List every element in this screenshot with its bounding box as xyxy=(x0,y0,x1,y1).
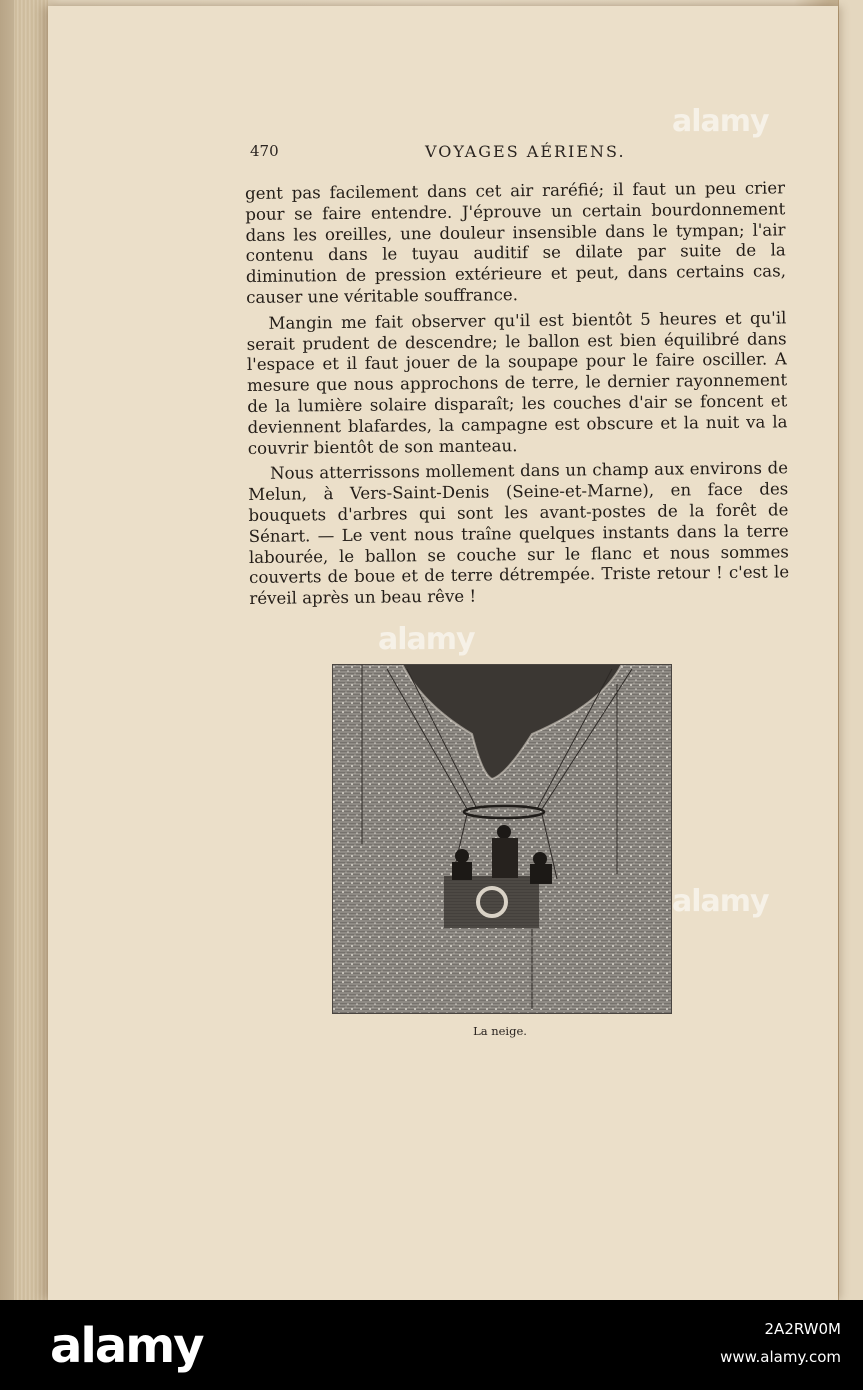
alamy-logo: alamy xyxy=(50,1318,203,1374)
paragraph-3: Nous atterrissons mollement dans un champ aux environs de Melun, à Vers-Saint-Denis (Seine-et-Marne), en face des bouquets d'arbres qui sont les avant-postes de la forêt de Sénart. — Le vent nous traîne quelques instants dans la terre labourée, le ballon se couche sur le flanc et nous sommes couverts de boue et de terre détrempée. Triste retour ! c'est le réveil après un beau rêve ! xyxy=(248,458,790,609)
image-id: 2A2RW0M xyxy=(764,1320,841,1338)
page-stack-edge xyxy=(14,0,48,1300)
watermark-logo: alamy xyxy=(672,104,769,139)
engraving-balloon-in-snow xyxy=(332,664,672,1014)
paragraph-1: gent pas facilement dans cet air raréfié; il faut un peu crier pour se faire entendre. J'éprouve un certain bourdonnement dans les oreilles, une douleur insensible dans le tympan; l'air contenu dans le tuyau auditif se dilate par suite de la diminution de pression extérieure et peut, dans certains cas, causer une véritable souffrance. xyxy=(245,178,787,307)
aeronaut-center xyxy=(497,825,511,839)
watermark-footer xyxy=(0,1300,863,1390)
aeronaut-right xyxy=(533,852,547,866)
figure-caption: La neige. xyxy=(473,1024,527,1038)
aeronaut-left xyxy=(455,849,469,863)
adjacent-page-edge xyxy=(838,0,863,1300)
page-number: 470 xyxy=(250,142,279,160)
running-title: VOYAGES AÉRIENS. xyxy=(425,142,626,161)
body-text xyxy=(245,178,789,615)
paragraph-2: Mangin me fait observer qu'il est bientôt 5 heures et qu'il serait prudent de descendre; le ballon est bien équilibré dans l'espace et il faut jouer de la soupape pour le faire osciller. A mesure que nous approchons de terre, le dernier rayonnement de la lumière solaire disparaît; les couches d'air se foncent et deviennent blafardes, la campagne est obscure et la nuit va la couvrir bientôt de son manteau. xyxy=(246,308,788,458)
alamy-url: www.alamy.com xyxy=(720,1348,841,1366)
watermark-logo: alamy xyxy=(672,884,769,919)
page-header xyxy=(250,142,790,168)
watermark-logo: alamy xyxy=(378,622,475,657)
